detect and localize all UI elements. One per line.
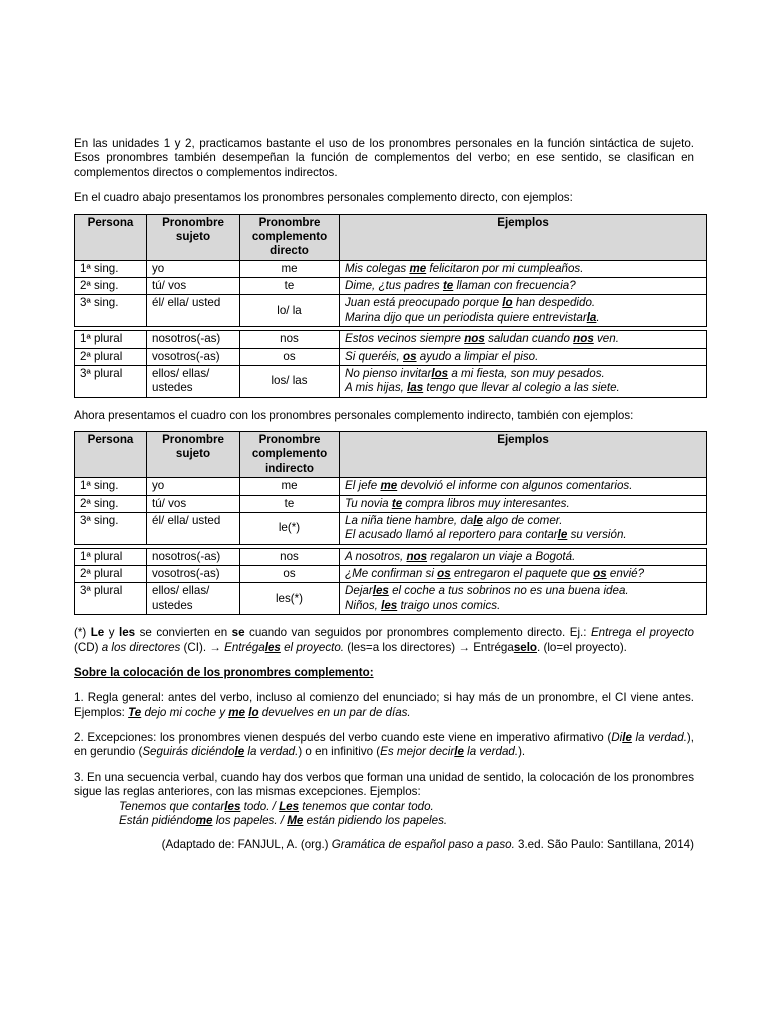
complement-pronoun-cell: me: [240, 260, 340, 277]
highlighted-pronoun: los: [431, 366, 449, 380]
highlighted-pronoun: Les: [279, 799, 300, 813]
examples-cell: [340, 566, 707, 583]
example-line: [345, 296, 701, 310]
header-ejemplos: Ejemplos: [340, 432, 707, 478]
subject-pronoun-cell: él/ ella/ usted: [147, 512, 240, 544]
example-text: ¿Me confirman si: [345, 567, 438, 580]
complement-pronoun-cell: los/ las: [240, 365, 340, 397]
example-text: A mis hijas,: [345, 381, 408, 395]
example-line: [345, 350, 701, 364]
example-line: [345, 311, 701, 325]
example-text: Están pidiéndo: [119, 813, 196, 827]
complement-pronoun-cell: os: [240, 348, 340, 365]
example-text: todo. /: [240, 799, 280, 813]
example-text: regalaron un viaje a Bogotá.: [427, 549, 576, 563]
table-header-row: [75, 214, 707, 260]
highlighted-pronoun: les: [372, 584, 389, 598]
highlighted-pronoun: la: [586, 310, 597, 324]
highlighted-pronoun: las: [407, 381, 424, 395]
highlighted-pronoun: os: [437, 567, 451, 580]
persona-cell: 3ª sing.: [75, 295, 147, 327]
examples-cell: [340, 295, 707, 327]
subject-pronoun-cell: nosotros(-as): [147, 548, 240, 565]
highlighted-pronoun: lo: [502, 296, 513, 310]
persona-cell: 2ª sing.: [75, 495, 147, 512]
example-text: .: [596, 310, 600, 324]
example-line: [345, 262, 701, 276]
header-pronombre-cd: Pronombre complemento directo: [240, 214, 340, 260]
example-text: envié?: [606, 567, 645, 580]
example-text: han despedido.: [512, 296, 596, 310]
highlighted-pronoun: nos: [464, 332, 485, 346]
persona-cell: 2ª sing.: [75, 278, 147, 295]
example-line: [345, 497, 701, 511]
example-text: Mis colegas: [345, 261, 410, 275]
cd-table-body: [75, 260, 707, 397]
header-persona: Persona: [75, 214, 147, 260]
example-text: Dime, ¿tus padres: [345, 279, 443, 292]
section-title: Sobre la colocación de los pronombres complemento:: [74, 665, 374, 679]
example-text: algo de comer.: [482, 513, 563, 527]
example-line: [345, 279, 701, 293]
ci-table-body: [75, 478, 707, 615]
subject-pronoun-cell: tú/ vos: [147, 278, 240, 295]
example-line: [345, 599, 701, 613]
complement-pronoun-cell: te: [240, 495, 340, 512]
highlighted-pronoun: le: [557, 528, 568, 542]
table-row: [75, 566, 707, 583]
example-text: Si queréis,: [345, 349, 403, 363]
persona-cell: 3ª sing.: [75, 512, 147, 544]
example-text: No pienso invitar: [345, 366, 432, 380]
rule-1-paragraph: 1. Regla general: antes del verbo, incluso al comienzo del enunciado; si hay más de un pronombre, el CI viene antes. Ejemplos: Te dejo mi coche y me lo devuelves en un par de días.: [74, 691, 694, 719]
direct-object-table: [74, 214, 707, 398]
example-text: saludan cuando: [484, 332, 574, 346]
subject-pronoun-cell: yo: [147, 478, 240, 495]
persona-cell: 1ª sing.: [75, 260, 147, 277]
table-header-row: [75, 432, 707, 478]
example-line: [345, 550, 701, 564]
highlighted-pronoun: les: [381, 598, 398, 612]
subject-pronoun-cell: vosotros(-as): [147, 566, 240, 583]
subject-pronoun-cell: ellos/ ellas/ ustedes: [147, 583, 240, 615]
indirect-object-table: [74, 431, 707, 615]
example-line: [345, 479, 701, 493]
header-pronombre-sujeto: Pronombre sujeto: [147, 432, 240, 478]
highlighted-pronoun: os: [403, 349, 417, 363]
example-text: Marina dijo que un periodista quiere entrevistar: [345, 310, 587, 324]
example-text: están pidiendo los papeles.: [303, 813, 448, 827]
highlighted-pronoun: les: [224, 799, 241, 813]
example-text: ayudo a limpiar el piso.: [416, 349, 539, 363]
header-pronombre-ci: Pronombre complemento indirecto: [240, 432, 340, 478]
example-text: los papeles. /: [212, 813, 288, 827]
document-page: [74, 137, 694, 853]
example-line: [345, 514, 701, 528]
subject-pronoun-cell: yo: [147, 260, 240, 277]
example-text: tenemos que contar todo.: [299, 799, 434, 813]
example-text: Tu novia: [345, 496, 392, 510]
example-text: El jefe: [345, 479, 381, 493]
example-text: Tenemos que contar: [119, 799, 225, 813]
examples-cell: [340, 512, 707, 544]
highlighted-pronoun: te: [442, 279, 454, 292]
table-row: [75, 548, 707, 565]
subject-pronoun-cell: nosotros(-as): [147, 331, 240, 348]
example-text: entregaron el paquete que: [450, 567, 594, 580]
table-row: [75, 583, 707, 615]
subject-pronoun-cell: tú/ vos: [147, 495, 240, 512]
example-text: La niña tiene hambre, da: [345, 513, 474, 527]
table-row: [75, 495, 707, 512]
example-text: A nosotros,: [345, 549, 407, 563]
example-line: [345, 584, 701, 598]
examples-cell: [340, 583, 707, 615]
example-text: Juan está preocupado porque: [345, 296, 503, 310]
example-text: el coche a tus sobrinos no es una buena idea.: [388, 584, 629, 598]
complement-pronoun-cell: nos: [240, 548, 340, 565]
intro-paragraph-1: En las unidades 1 y 2, practicamos bastante el uso de los pronombres personales en la función sintáctica de sujeto. Esos pronombres también desempeñan la función de complementos del verbo; en ese sentido, se clasifican en complementos directos o complementos indirectos.: [74, 137, 694, 179]
complement-pronoun-cell: os: [240, 566, 340, 583]
persona-cell: 1ª plural: [75, 548, 147, 565]
example-text: su versión.: [567, 528, 627, 542]
example-text: tengo que llevar al colegio a las siete.: [423, 381, 620, 395]
persona-cell: 2ª plural: [75, 566, 147, 583]
example-line: [345, 528, 701, 542]
highlighted-pronoun: nos: [573, 332, 594, 346]
table-row: [75, 278, 707, 295]
examples-cell: [340, 365, 707, 397]
table-row: [75, 512, 707, 544]
example-line: [345, 567, 701, 581]
examples-cell: [340, 348, 707, 365]
table-row: [75, 348, 707, 365]
example-text: traigo unos comics.: [397, 598, 501, 612]
example-text: ven.: [593, 332, 619, 346]
complement-pronoun-cell: me: [240, 478, 340, 495]
persona-cell: 1ª sing.: [75, 478, 147, 495]
persona-cell: 3ª plural: [75, 365, 147, 397]
subject-pronoun-cell: él/ ella/ usted: [147, 295, 240, 327]
table-row: [75, 295, 707, 327]
complement-pronoun-cell: nos: [240, 331, 340, 348]
highlighted-pronoun: Me: [287, 813, 304, 827]
header-persona: Persona: [75, 432, 147, 478]
rule-3-example-2: [74, 814, 694, 828]
example-line: [345, 332, 701, 346]
rule-2-paragraph: 2. Excepciones: los pronombres vienen después del verbo cuando este viene en imperativo afirmativo (Dile la verdad.), en gerundio (Seguirás diciéndole la verdad.) o en infinitivo (Es mejor decirle la verdad.).: [74, 731, 695, 759]
example-text: Estos vecinos siempre: [345, 332, 465, 346]
example-line: [345, 381, 701, 395]
example-text: El acusado llamó al reportero para contar: [345, 528, 558, 542]
highlighted-pronoun: me: [380, 479, 398, 493]
table-row: [75, 260, 707, 277]
highlighted-pronoun: nos: [406, 549, 428, 563]
intro-paragraph-3: Ahora presentamos el cuadro con los pronombres personales complemento indirecto, también con ejemplos:: [74, 408, 634, 422]
source-citation: (Adaptado de: FANJUL, A. (org.) Gramática de español paso a paso. 3.ed. São Paulo: Santillana, 2014): [161, 838, 694, 852]
rule-3-example-1: [74, 800, 694, 814]
examples-cell: [340, 260, 707, 277]
header-ejemplos: Ejemplos: [340, 214, 707, 260]
intro-paragraph-2: En el cuadro abajo presentamos los pronombres personales complemento directo, con ejemplos:: [74, 191, 573, 205]
complement-pronoun-cell: lo/ la: [240, 295, 340, 327]
persona-cell: 2ª plural: [75, 348, 147, 365]
example-text: a mi fiesta, son muy pesados.: [448, 366, 605, 380]
examples-cell: [340, 548, 707, 565]
persona-cell: 1ª plural: [75, 331, 147, 348]
examples-cell: [340, 278, 707, 295]
highlighted-pronoun: me: [195, 813, 213, 827]
examples-cell: [340, 495, 707, 512]
note-paragraph: (*) Le y les se convierten en se cuando van seguidos por pronombres complemento directo. Ej.: Entrega el proyecto (CD) a los directores (CI). → Entrégales el proyecto. (les=a los directores) → Entrégaselo. (lo=el proyecto).: [74, 626, 694, 654]
table-row: [75, 478, 707, 495]
subject-pronoun-cell: ellos/ ellas/ ustedes: [147, 365, 240, 397]
table-row: [75, 331, 707, 348]
highlighted-pronoun: te: [391, 496, 403, 510]
rule-3-paragraph: 3. En una secuencia verbal, cuando hay dos verbos que forman una unidad de sentido, la colocación de los pronombres sigue las reglas anteriores, con las mismas excepciones. Ejemplos:: [74, 770, 694, 799]
highlighted-pronoun: le: [473, 513, 483, 527]
complement-pronoun-cell: les(*): [240, 583, 340, 615]
example-text: felicitaron por mi cumpleaños.: [426, 261, 584, 275]
highlighted-pronoun: me: [409, 261, 427, 275]
table-row: [75, 365, 707, 397]
example-text: llaman con frecuencia?: [453, 279, 576, 292]
example-line: [345, 367, 701, 381]
complement-pronoun-cell: te: [240, 278, 340, 295]
header-pronombre-sujeto: Pronombre sujeto: [147, 214, 240, 260]
examples-cell: [340, 331, 707, 348]
examples-cell: [340, 478, 707, 495]
highlighted-pronoun: os: [593, 567, 607, 580]
subject-pronoun-cell: vosotros(-as): [147, 348, 240, 365]
complement-pronoun-cell: le(*): [240, 512, 340, 544]
example-text: devolvió el informe con algunos comentarios.: [397, 479, 633, 493]
example-text: Dejar: [345, 584, 373, 598]
example-text: compra libros muy interesantes.: [402, 496, 570, 510]
example-text: Niños,: [345, 598, 382, 612]
persona-cell: 3ª plural: [75, 583, 147, 615]
